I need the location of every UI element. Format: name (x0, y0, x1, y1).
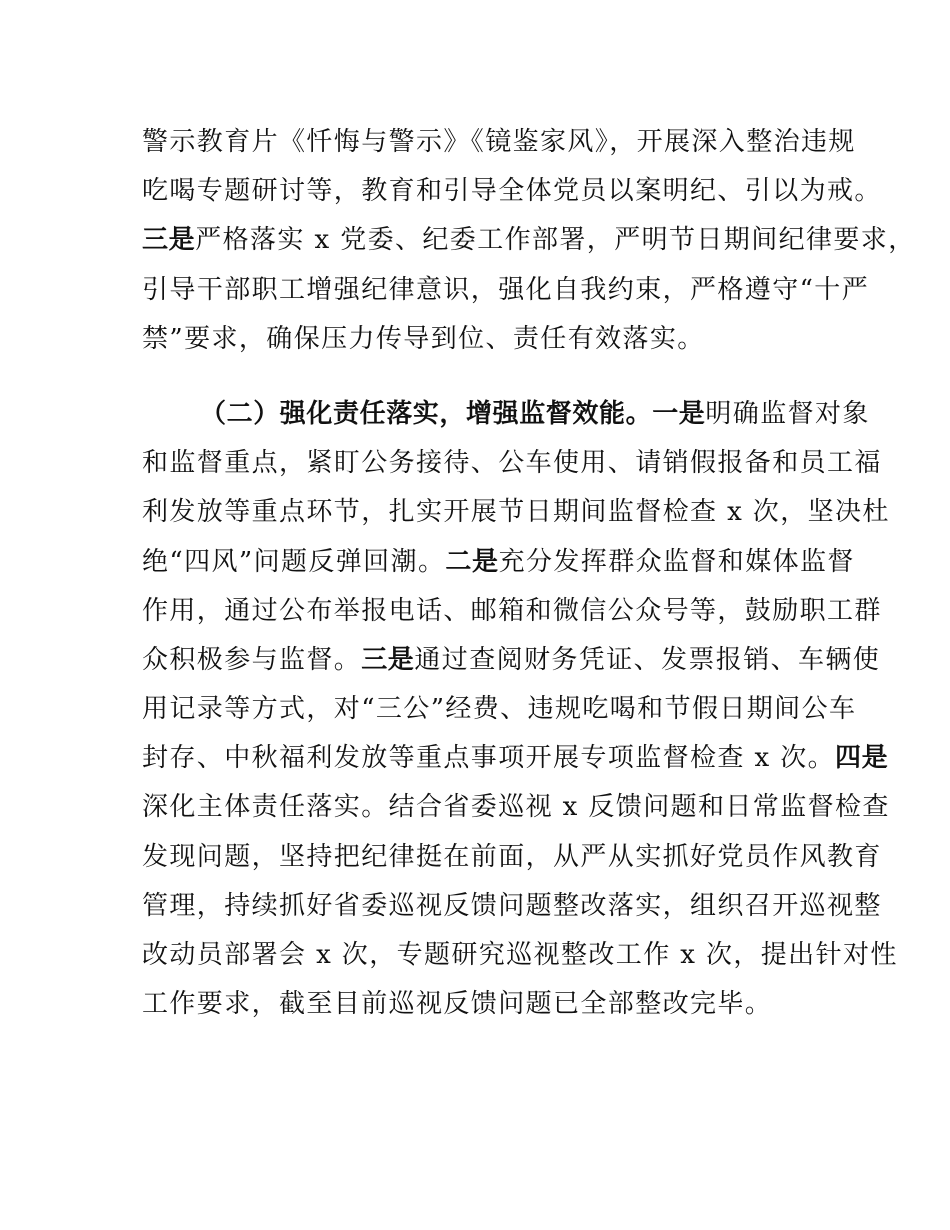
text-line (142, 980, 814, 1029)
text-run: 充分发挥群众监督和媒体监督 (498, 546, 855, 577)
text-run: 禁”要求，确保压力传导到位、责任有效落实。 (142, 323, 705, 354)
text-line (142, 783, 890, 832)
text-line (142, 390, 870, 439)
text-line (142, 488, 890, 537)
text-run: 严格落实 x 党委、纪委工作部署，严明节日期间纪律要求， (195, 225, 916, 256)
text-run: 警示教育片《忏悔与警示》《镜鉴家风》，开展深入整治违规 (142, 127, 856, 157)
text-line (142, 734, 889, 783)
text-run: 用记录等方式，对“三公”经费、违规吃喝和节假日期间公车 (142, 694, 857, 725)
text-line (142, 931, 898, 980)
text-run: 利发放等重点环节，扎实开展节日期间监督检查 x 次，坚决杜 (142, 497, 890, 528)
body-text (142, 118, 916, 1029)
text-run: 和监督重点，紧盯公务接待、公车使用、请销假报备和员工福 (142, 448, 882, 479)
text-run: 明确监督对象 (705, 398, 870, 429)
text-run: 管理，持续抓好省委巡视反馈问题整改落实，组织召开巡视整 (142, 890, 882, 921)
text-line (142, 439, 882, 488)
text-line (142, 636, 881, 685)
text-run: 众积极参与监督。 (142, 644, 362, 675)
paragraph-1 (142, 118, 916, 364)
bold-phrase: 二是 (445, 546, 499, 577)
bold-phrase: 一是 (652, 398, 706, 429)
text-line (142, 538, 855, 587)
paragraph-gap (142, 364, 814, 390)
text-line (142, 216, 916, 265)
text-line (142, 587, 882, 636)
text-line (142, 315, 814, 364)
bold-phrase: 四是 (835, 743, 889, 774)
bold-phrase: 三是 (142, 225, 196, 256)
text-run: 通过查阅财务凭证、发票报销、车辆使 (414, 644, 881, 675)
paragraph-2 (142, 390, 898, 1029)
bold-phrase: 三是 (361, 644, 415, 675)
text-line (142, 685, 857, 734)
text-run: 发现问题，坚持把纪律挺在前面，从严从实抓好党员作风教育 (142, 841, 882, 872)
bold-phrase: （二）强化责任落实，增强监督效能。 (200, 398, 653, 429)
text-run: 工作要求，截至目前巡视反馈问题已全部整改完毕。 (142, 989, 773, 1020)
text-line (142, 167, 882, 216)
text-run: 引导干部职工增强纪律意识，强化自我约束，严格遵守“十严 (142, 274, 870, 305)
text-line (142, 833, 882, 882)
text-line (142, 266, 870, 315)
text-run: 封存、中秋福利发放等重点事项开展专项监督检查 x 次。 (142, 743, 835, 774)
text-run: 绝“四风”问题反弹回潮。 (142, 546, 446, 577)
text-run: 吃喝专题研讨等，教育和引导全体党员以案明纪、引以为戒。 (142, 176, 882, 207)
text-line (142, 882, 882, 931)
text-line (142, 118, 856, 167)
text-run: 改动员部署会 x 次，专题研究巡视整改工作 x 次，提出针对性 (142, 940, 898, 970)
text-run: 深化主体责任落实。结合省委巡视 x 反馈问题和日常监督检查 (142, 792, 890, 823)
text-run: 作用，通过公布举报电话、邮箱和微信公众号等，鼓励职工群 (142, 595, 882, 626)
